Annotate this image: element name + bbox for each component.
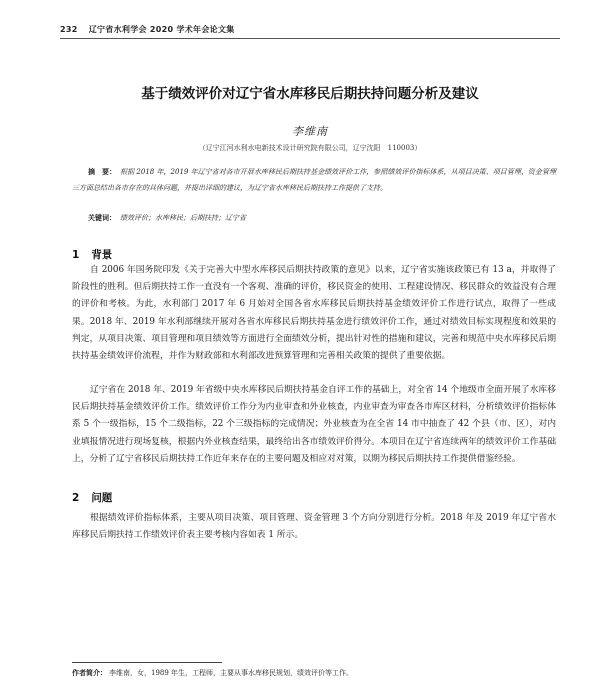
- section-number: 2: [72, 492, 80, 504]
- abstract-label: 摘 要：: [88, 168, 117, 176]
- paragraph: 根据绩效评价指标体系，主要从项目决策、项目管理、资金管理 3 个方向分别进行分析。2018 年及 2019 年辽宁省水库移民后期扶持工作绩效评价表主要考核内容如表 1 所示。: [72, 513, 556, 541]
- abstract-text: 根据 2018 年，2019 年辽宁省对各市开展水库移民后期扶持基金绩效评价工作，参照绩效评价指标体系，从项目决策、项目管理、资金管理三方面总结出各市存在的具体问题，并提出详细的建议，为辽宁省水库移民后期扶持工作提供了支持。: [72, 168, 556, 192]
- author-affiliation: （辽宁江河水利水电新技术设计研究院有限公司，辽宁沈阳 110003）: [198, 144, 422, 152]
- keywords-text: 绩效评价；水库移民；后期扶持；辽宁省: [120, 214, 246, 222]
- paragraph: 辽宁省在 2018 年、2019 年省级中央水库移民后期扶持基金自评工作的基础上，对全省 14 个地级市全面开展了水库移民后期扶持基金绩效评价工作。绩效评价工作分为内业审查和外业核查，内业审查为审查各市库区材料，分析绩效评价指标体系 5 个一级指标，15 个二级指标，22 个三级指标的完成情况；外业核查为在全省 14 市中抽查了 42 个县（市、区），对内业填报情况进行现场复核，根据内外业核查结果，最终给出各市绩效评价得分。本项目在辽宁省连续两年的绩效评价工作基础上，分析了辽宁省移民后期扶持工作近年来存在的主要问题及相应对对策，以期为移民后期扶持工作提供借鉴经验。: [72, 385, 556, 464]
- author-name: 李维南: [292, 125, 328, 138]
- keywords-label: 关键词：: [88, 214, 116, 222]
- footnote-rule: [72, 662, 222, 663]
- keywords: [88, 213, 558, 223]
- section-number: 1: [72, 249, 80, 261]
- footnote-label: 作者简介：: [72, 669, 107, 677]
- author-footnote: [72, 668, 556, 678]
- paper-title: 基于绩效评价对辽宁省水库移民后期扶持问题分析及建议: [141, 86, 479, 102]
- page-number: 232: [60, 25, 78, 34]
- section-heading-problems: [72, 490, 112, 505]
- header-rule: [60, 38, 560, 39]
- section-heading-background: [72, 247, 112, 262]
- paragraph: 自 2006 年国务院印发《关于完善大中型水库移民后期扶持政策的意见》以来，辽宁省实施该政策已有 13 a，并取得了阶段性的胜利。但后期扶持工作一直没有一个客观、准确的评价，移民资金的使用、工程建设情况、移民群众的效益没有合理的评价和考核。为此，水利部门 2017 年 6 月始对全国各省水库移民后期扶持基金绩效评价工作进行试点，取得了一些成果。2018 年、2019 年水利部继续开展对各省水库移民后期扶持基金进行绩效评价工作，通过对绩效目标实现程度和效果的判定，从项目决策、项目管理和项目绩效等方面进行全面绩效分析，提出针对性的措施和建议，完善和规范中央水库移民后期扶持基金绩效评价流程，并作为财政部和水利部改进预算管理和完善相关政策的提供了重要依据。: [72, 265, 556, 362]
- section-title: 背景: [91, 249, 113, 261]
- footnote-text: 李维南，女，1989 年生，工程师，主要从事水库移民规划，绩效评价等工作。: [109, 669, 354, 677]
- journal-name: 辽宁省水利学会 2020 学术年会论文集: [88, 25, 235, 34]
- section-title: 问题: [91, 492, 113, 504]
- abstract: [72, 164, 556, 196]
